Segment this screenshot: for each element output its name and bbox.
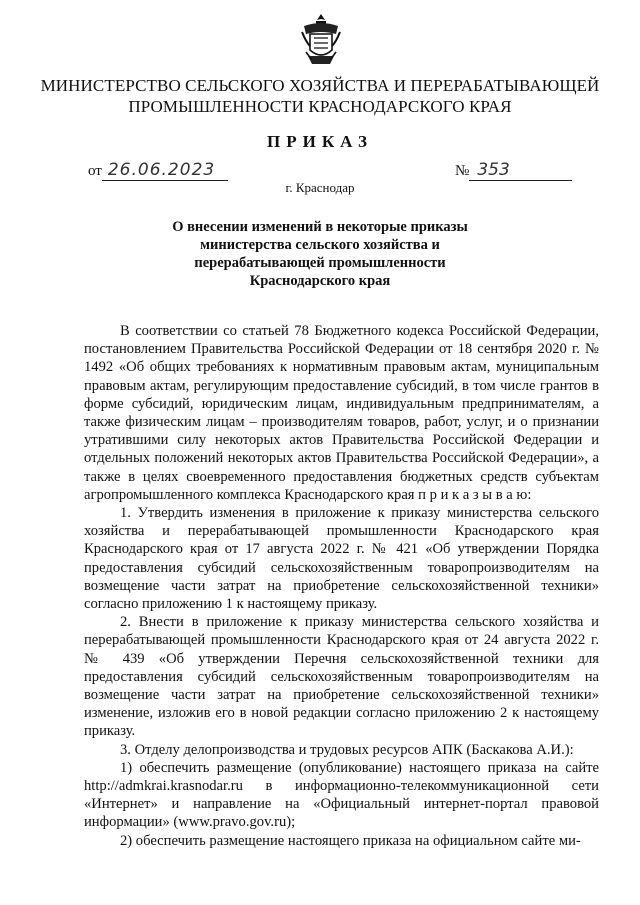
date-field	[88, 160, 228, 181]
city-label: г. Краснодар	[285, 180, 355, 195]
date-handwritten-value: 26.06.2023	[102, 160, 228, 181]
ministry-name	[40, 75, 600, 117]
document-title	[140, 218, 500, 290]
paragraph-subitem-1: 1) обеспечить размещение (опубликование) настоящего приказа на сайте http://admkrai.krasnodar.ru в информационно-телекоммуникационной сети «Интернет» и направление на «Официальный интернет-портал правовой информации» (www.pravo.gov.ru);	[84, 759, 599, 831]
number-handwritten-value: 353	[469, 160, 572, 181]
document-type-heading: ПРИКАЗ	[267, 132, 373, 151]
paragraph-preamble: В соответствии со статьей 78 Бюджетного кодекса Российской Федерации, постановлением Правительства Российской Федерации от 18 сентября 2020 г. № 1492 «Об общих требованиях к нормативным правовым актам, муниципальным правовым актам, регулирующим предоставление субсидий, в том числе грантов в форме субсидий, юридическим лицам, индивидуальным предпринимателям, а также физическим лицам – производителям товаров, работ, услуг, и о признании утратившими силу некоторых актов Правительства Российской Федерации и отдельных положений некоторых актов Правительства Российской Федерации», а также в целях своевременного предоставления бюджетных средств субъектам агропромышленного комплекса Краснодарского края п р и к а з ы в а ю:	[84, 323, 599, 503]
title-line-4: Краснодарского края	[249, 273, 391, 289]
title-line-1: О внесении изменений в некоторые приказы	[172, 219, 468, 235]
paragraph-item-1: 1. Утвердить изменения в приложение к приказу министерства сельского хозяйства и перерабатывающей промышленности Краснодарского края Краснодарского края от 17 августа 2022 г. № 421 «Об утверждении Порядка предоставления субсидий сельскохозяйственным товаропроизводителям на возмещение части затрат на приобретение сельскохозяйственной техники» согласно приложению 1 к настоящему приказу.	[84, 505, 599, 613]
ministry-line-2: ПРОМЫШЛЕННОСТИ КРАСНОДАРСКОГО КРАЯ	[128, 97, 512, 116]
number-field	[455, 160, 572, 181]
title-line-2: министерства сельского хозяйства и	[200, 237, 440, 253]
document-body	[84, 322, 599, 850]
title-line-3: перерабатывающей промышленности	[194, 255, 446, 271]
paragraph-item-2: 2. Внести в приложение к приказу министерства сельского хозяйства и перерабатывающей промышленности Краснодарского края от 24 августа 2022 г. № 439 «Об утверждении Перечня сельскохозяйственной техники для предоставления субсидий сельскохозяйственным товаропроизводителям на возмещение части затрат на приобретение сельскохозяйственной техники» изменение, изложив его в новой редакции согласно приложению 2 к настоящему приказу.	[84, 614, 599, 740]
ministry-line-1: МИНИСТЕРСТВО СЕЛЬСКОГО ХОЗЯЙСТВА И ПЕРЕРАБАТЫВАЮЩЕЙ	[40, 76, 600, 95]
number-prefix: №	[455, 163, 470, 179]
paragraph-subitem-2: 2) обеспечить размещение настоящего приказа на официальном сайте ми-	[120, 832, 581, 849]
coat-of-arms-icon	[300, 12, 342, 68]
paragraph-item-3: 3. Отделу делопроизводства и трудовых ресурсов АПК (Баскакова А.И.):	[120, 741, 574, 758]
date-prefix: от	[88, 163, 102, 179]
